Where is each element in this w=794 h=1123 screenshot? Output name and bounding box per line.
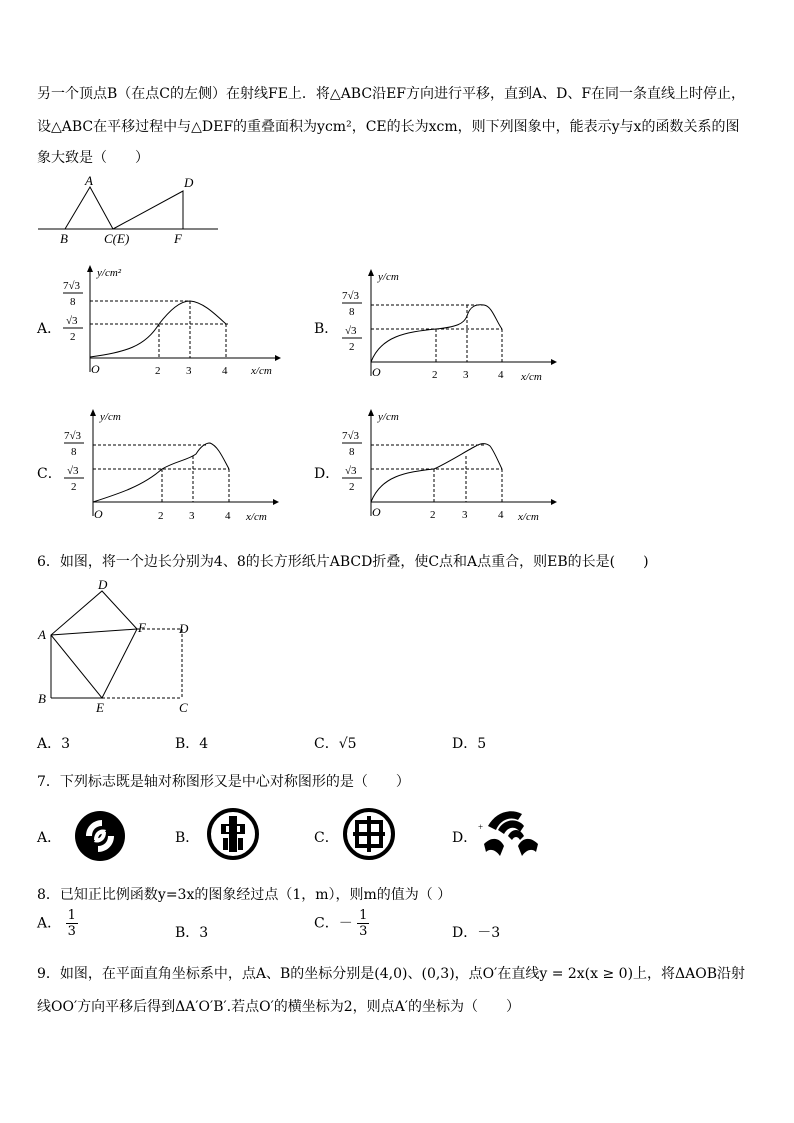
svg-text:4: 4 — [222, 365, 228, 377]
q5-graph-d-yaxis: y/cm — [378, 411, 399, 423]
svg-text:8: 8 — [70, 296, 76, 308]
q5-graph-b — [336, 266, 561, 386]
q7-option-a-letter: A． — [37, 830, 62, 846]
q7-logo-a-icon — [74, 810, 126, 862]
q6-text: 6．如图，将一个边长分别为4、8的长方形纸片ABCD折叠，使C点和A点重合，则EB的长是( ) — [37, 554, 649, 570]
svg-text:4: 4 — [225, 510, 231, 522]
svg-text:O: O — [372, 365, 381, 379]
q5-graph-a-xaxis: x/cm — [251, 365, 272, 377]
svg-text:√3: √3 — [67, 465, 79, 477]
q7-logo-d-icon — [478, 806, 544, 862]
svg-text:7√3: 7√3 — [63, 280, 81, 292]
q5-label-d: D — [184, 175, 194, 190]
q5-text-line1: 另一个顶点B（在点C的左侧）在射线FE上．将△ABC沿EF方向进行平移，直到A、D、F在同一条直线上时停止， — [37, 86, 746, 102]
q8-option-b: B．3 — [175, 925, 209, 941]
q9-text-line1: 9．如图，在平面直角坐标系中，点A、B的坐标分别是(4,0)、(0,3)，点O′在直线y = 2x(x ≥ 0)上，将ΔAOB沿射 — [37, 966, 746, 982]
svg-text:3: 3 — [463, 369, 469, 381]
q5-graph-b-xaxis: x/cm — [521, 371, 542, 383]
q5-graph-a — [55, 262, 285, 382]
q6-option-b: B．4 — [175, 736, 209, 752]
svg-text:2: 2 — [432, 369, 438, 381]
q5-text-line2: 设△ABC在平移过程中与△DEF的重叠面积为ycm²，CE的长为xcm，则下列图象中，能表示y与x的函数关系的图 — [37, 119, 740, 135]
q6-label-c: C — [179, 700, 188, 715]
svg-text:2: 2 — [70, 331, 76, 343]
q8-option-a: A． $\frac{1}{3}$ — [37, 908, 76, 939]
q5-graph-d-xaxis: x/cm — [518, 511, 539, 523]
q5-graph-b-yaxis: y/cm — [378, 271, 399, 283]
q6-label-a: A — [38, 627, 46, 642]
q5-graph-c-yaxis: y/cm — [100, 411, 121, 423]
q5-label-b: B — [60, 231, 68, 246]
q6-option-d: D．5 — [452, 736, 487, 752]
q5-option-a-letter: A． — [37, 321, 62, 337]
q6-label-b: B — [38, 691, 46, 706]
q6-option-a: A．3 — [37, 736, 71, 752]
svg-text:8: 8 — [71, 446, 77, 458]
svg-text:O: O — [94, 507, 103, 521]
q5-label-f: F — [174, 231, 182, 246]
svg-text:+: + — [478, 822, 484, 832]
svg-text:8: 8 — [349, 446, 355, 458]
svg-text:O: O — [372, 505, 381, 519]
q7-text: 7．下列标志既是轴对称图形又是中心对称图形的是（ ） — [37, 774, 410, 790]
q5-graph-d — [336, 406, 561, 526]
q5-option-b-letter: B． — [314, 321, 339, 337]
q8-option-d: D．－3 — [452, 925, 501, 941]
q5-graph-a-yaxis: y/cm² — [97, 267, 122, 279]
q7-option-c-letter: C． — [314, 830, 339, 846]
q8-option-a-fraction: $\frac{1}{3}$ — [67, 908, 76, 939]
svg-text:7√3: 7√3 — [342, 430, 360, 442]
q5-graph-c — [58, 406, 283, 526]
q6-label-f: F — [138, 620, 146, 635]
svg-text:O: O — [91, 362, 100, 376]
q9-text-line2: 线OO′方向平移后得到ΔA′O′B′.若点O′的横坐标为2，则点A′的坐标为（ ） — [37, 999, 520, 1015]
q7-option-b-letter: B． — [175, 830, 200, 846]
q6-label-e: E — [96, 700, 104, 715]
svg-text:√3: √3 — [345, 465, 357, 477]
q8-option-c-fraction: $\frac{1}{3}$ — [359, 908, 368, 939]
svg-text:7√3: 7√3 — [342, 290, 360, 302]
q5-graph-c-xaxis: x/cm — [246, 511, 267, 523]
svg-text:2: 2 — [349, 481, 355, 493]
q7-option-d-letter: D． — [452, 830, 478, 846]
svg-text:4: 4 — [498, 369, 504, 381]
q6-option-c: C．√5 — [314, 736, 357, 752]
svg-text:3: 3 — [462, 509, 468, 521]
q7-logo-b-icon — [207, 808, 259, 860]
q5-option-d-letter: D． — [314, 466, 340, 482]
svg-text:3: 3 — [186, 365, 192, 377]
svg-text:√3: √3 — [66, 315, 78, 327]
svg-text:√3: √3 — [345, 325, 357, 337]
q5-label-ce: C(E) — [104, 231, 130, 246]
svg-text:4: 4 — [498, 509, 504, 521]
svg-text:2: 2 — [71, 481, 77, 493]
q8-option-c: C．－ $\frac{1}{3}$ — [314, 908, 368, 939]
svg-text:8: 8 — [349, 306, 355, 318]
svg-text:7√3: 7√3 — [64, 430, 82, 442]
q6-label-d2: D — [179, 621, 189, 636]
q5-text-line3: 象大致是（ ） — [37, 150, 149, 166]
q5-option-c-letter: C． — [37, 466, 62, 482]
svg-text:2: 2 — [430, 509, 436, 521]
q5-triangle-figure — [38, 170, 223, 250]
svg-text:2: 2 — [158, 510, 164, 522]
svg-text:2: 2 — [349, 341, 355, 353]
q8-text: 8．已知正比例函数y=3x的图象经过点（1，m），则m的值为（ ） — [37, 887, 452, 903]
q7-logo-c-icon — [343, 808, 395, 860]
q5-label-a: A — [85, 173, 93, 188]
svg-text:3: 3 — [189, 510, 195, 522]
svg-text:2: 2 — [155, 365, 161, 377]
q6-rectangle-figure — [34, 578, 204, 718]
q6-label-d1: D — [98, 578, 108, 592]
